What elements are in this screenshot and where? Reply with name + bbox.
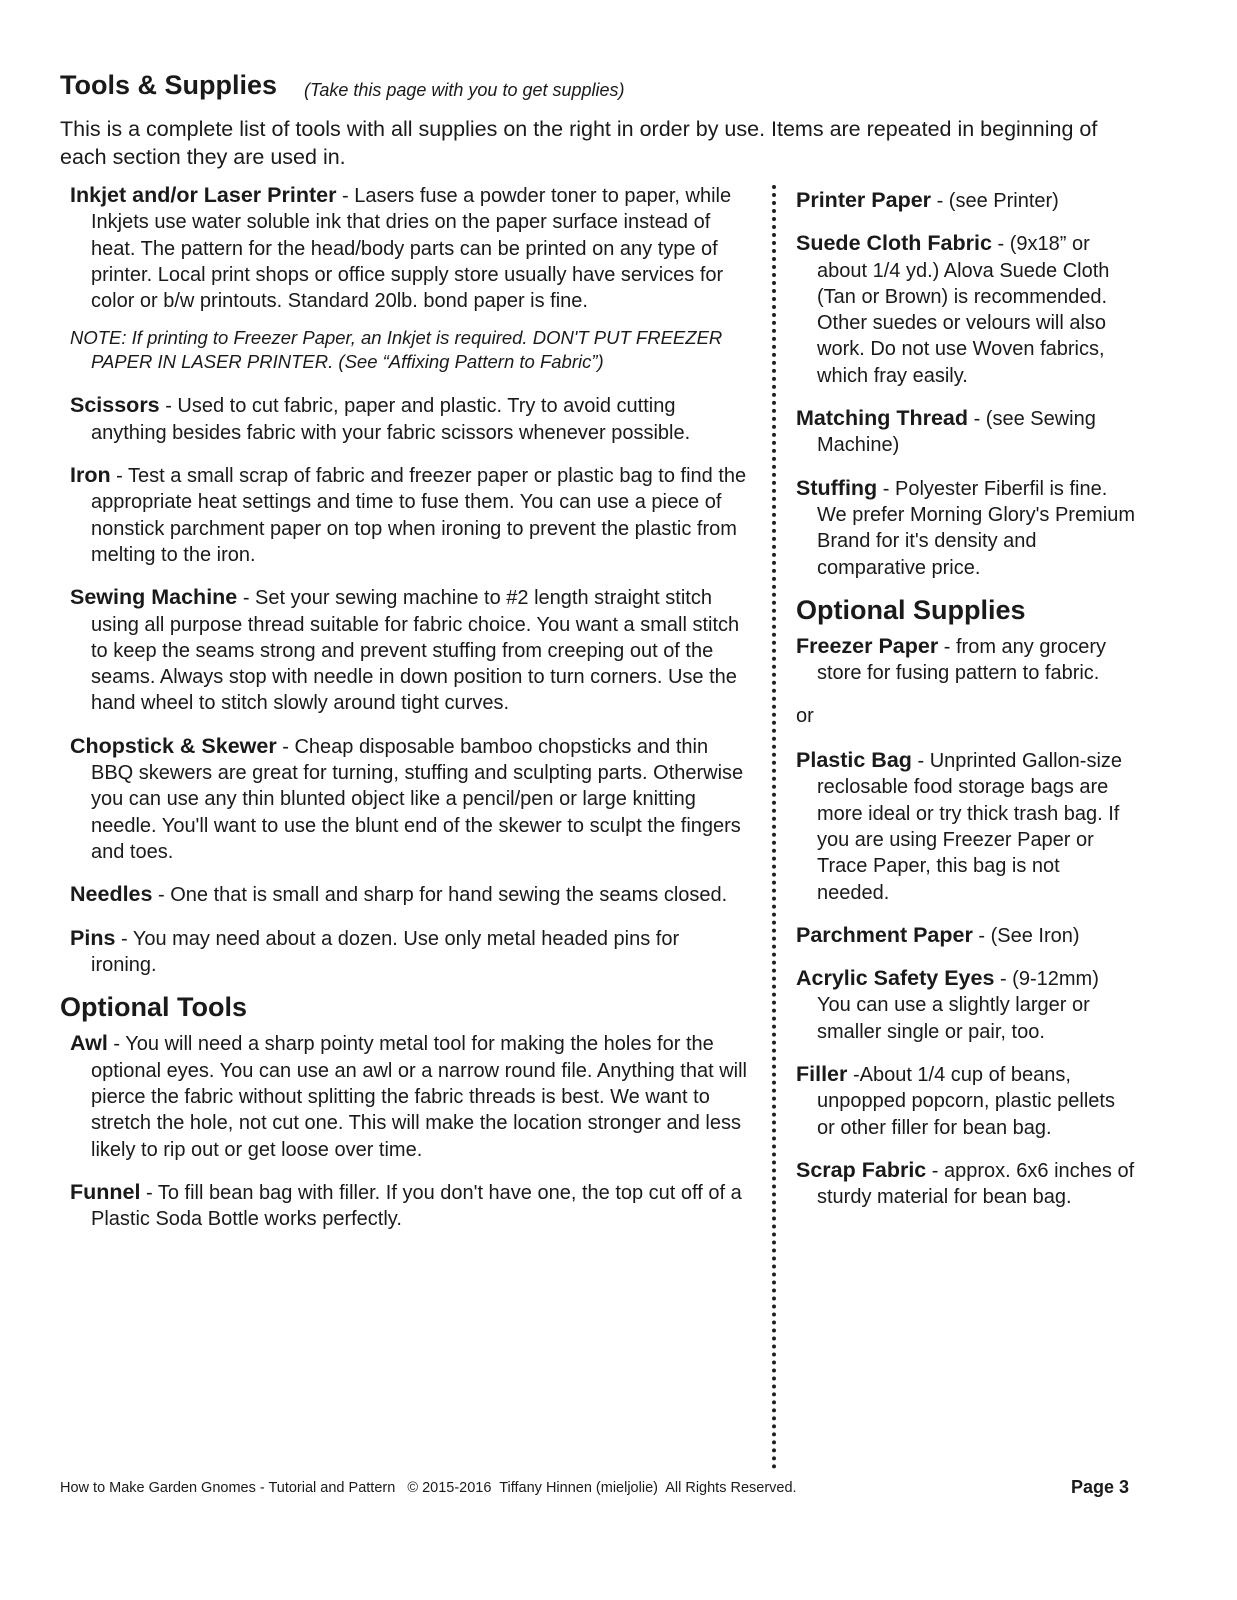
tools-column — [60, 182, 750, 1249]
optional-tool-item — [70, 1179, 750, 1233]
item-name: Acrylic Safety Eyes — [796, 966, 995, 991]
item-desc: - To fill bean bag with filler. If you don't have one, the top cut off of a Plastic Soda Bottle works perfectly. — [91, 1181, 742, 1231]
item-desc: - approx. 6x6 inches of sturdy material for bean bag. — [817, 1159, 1135, 1209]
footer-copyright: How to Make Garden Gnomes - Tutorial and Pattern © 2015-2016 Tiffany Hinnen (mieljolie) All Rights Reserved. — [60, 1480, 797, 1496]
item-name: Printer Paper — [796, 188, 932, 212]
optional-supply-item — [796, 747, 1136, 906]
tool-item — [70, 733, 750, 865]
supply-item — [796, 230, 1136, 389]
intro-paragraph: This is a complete list of tools with all supplies on the right in order by use. Items are repeated in beginning of each section they are used in. — [60, 117, 1098, 169]
item-desc: - (9-12mm) You can use a slightly larger or smaller single or pair, too. — [817, 968, 1099, 1043]
item-desc: - Test a small scrap of fabric and freezer paper or plastic bag to find the appropriate heat settings and time to fuse them. You can use a piece of nonstick parchment paper on top when ironing to prevent the plastic from melting to the iron. — [91, 465, 747, 566]
tool-item — [70, 182, 750, 314]
item-name: Freezer Paper — [796, 634, 939, 659]
or-label: or — [796, 704, 814, 727]
item-name: Sewing Machine — [70, 585, 238, 610]
item-name: Awl — [70, 1031, 108, 1056]
tool-item — [70, 462, 750, 568]
item-name: Scrap Fabric — [796, 1157, 927, 1182]
optional-tools-heading: Optional Tools — [60, 992, 247, 1023]
supplies-column — [796, 187, 1136, 1227]
tool-item — [70, 925, 750, 979]
item-desc: - (9x18” or about 1/4 yd.) Alova Suede Cloth (Tan or Brown) is recommended. Other suedes or velours will also work. Do not use Woven fabrics, which fray easily. — [817, 233, 1110, 387]
tool-item — [70, 392, 750, 446]
tool-item — [70, 584, 750, 716]
optional-supplies-heading: Optional Supplies — [796, 594, 1026, 625]
optional-supply-item — [796, 1061, 1136, 1141]
item-name: Funnel — [70, 1179, 141, 1204]
optional-supply-item — [796, 633, 1136, 687]
item-name: Iron — [70, 463, 111, 488]
item-desc: - (see Sewing Machine) — [817, 408, 1096, 457]
item-name: Plastic Bag — [796, 748, 912, 773]
supply-item — [796, 187, 1136, 214]
page-number: Page 3 — [1070, 1477, 1129, 1497]
item-desc: - Polyester Fiberfil is fine. We prefer Morning Glory's Premium Brand for it's density and comparative price. — [817, 477, 1135, 579]
item-name: Suede Cloth Fabric — [796, 231, 992, 256]
item-desc: - Unprinted Gallon-size reclosable food storage bags are more ideal or try thick trash bag. If you are using Freezer Paper or Trace Paper, this bag is not needed. — [817, 750, 1123, 904]
item-name: Inkjet and/or Laser Printer — [70, 183, 337, 207]
item-desc: - Set your sewing machine to #2 length straight stitch using all purpose thread suitable for fabric choice. You want a small stitch to keep the seams strong and prevent stuffing from creeping out of the seams. Always stop with needle in down position to turn corners. Use the hand wheel to stitch slowly around tight curves. — [91, 587, 740, 715]
item-desc: - (see Printer) — [931, 190, 1059, 212]
item-desc: - Used to cut fabric, paper and plastic. Try to avoid cutting anything besides fabric with your fabric scissors whenever possible. — [91, 395, 691, 444]
tool-item — [70, 881, 750, 908]
item-desc: - (See Iron) — [972, 924, 1080, 947]
supply-item — [796, 475, 1136, 581]
item-name: Pins — [70, 925, 116, 950]
column-divider — [772, 185, 776, 1470]
optional-supply-item — [796, 922, 1136, 949]
item-name: Filler — [796, 1062, 848, 1087]
page-title: Tools & Supplies — [60, 70, 278, 100]
item-name: Stuffing — [796, 475, 878, 500]
item-name: Chopstick & Skewer — [70, 733, 277, 758]
item-desc: - You may need about a dozen. Use only metal headed pins for ironing. — [91, 927, 680, 976]
item-desc: - Cheap disposable bamboo chopsticks and thin BBQ skewers are great for turning, stuffing and sculpting parts. Otherwise you can use any thin blunted object like a pencil/pen or large knitting needle. You'll want to use the blunt end of the skewer to sculpt the fingers and toes. — [91, 735, 744, 863]
item-name: Matching Thread — [796, 406, 969, 431]
optional-supply-item — [796, 965, 1136, 1045]
item-desc: -About 1/4 cup of beans, unpopped popcorn, plastic pellets or other filler for bean bag. — [817, 1064, 1115, 1139]
optional-tool-item — [70, 1030, 750, 1162]
item-desc: - One that is small and sharp for hand sewing the seams closed. — [152, 884, 728, 907]
optional-supply-item — [796, 1157, 1136, 1211]
printer-note: NOTE: If printing to Freezer Paper, an Inkjet is required. DON'T PUT FREEZER PAPER IN LASER PRINTER. (See “Affixing Pattern to Fabric”) — [70, 327, 723, 373]
item-name: Parchment Paper — [796, 922, 973, 947]
item-desc: - from any grocery store for fusing pattern to fabric. — [817, 636, 1107, 685]
item-name: Scissors — [70, 393, 160, 418]
supply-item — [796, 405, 1136, 459]
page-subtitle: (Take this page with you to get supplies) — [304, 80, 625, 100]
item-desc: - You will need a sharp pointy metal tool for making the holes for the optional eyes. You can use an awl or a narrow round file. Anything that will pierce the fabric without splitting the fabric threads is best. We want to stretch the hole, not cut one. This will make the location stronger and less likely to rip out or get loose over time. — [91, 1033, 747, 1161]
item-name: Needles — [70, 882, 153, 907]
item-desc: - Lasers fuse a powder toner to paper, while Inkjets use water soluble ink that dries on the paper surface instead of heat. The pattern for the head/body parts can be printed on any type of printer. Local print shops or office supply store usually have services for color or b/w printouts. Standard 20lb. bond paper is fine. — [91, 185, 732, 313]
